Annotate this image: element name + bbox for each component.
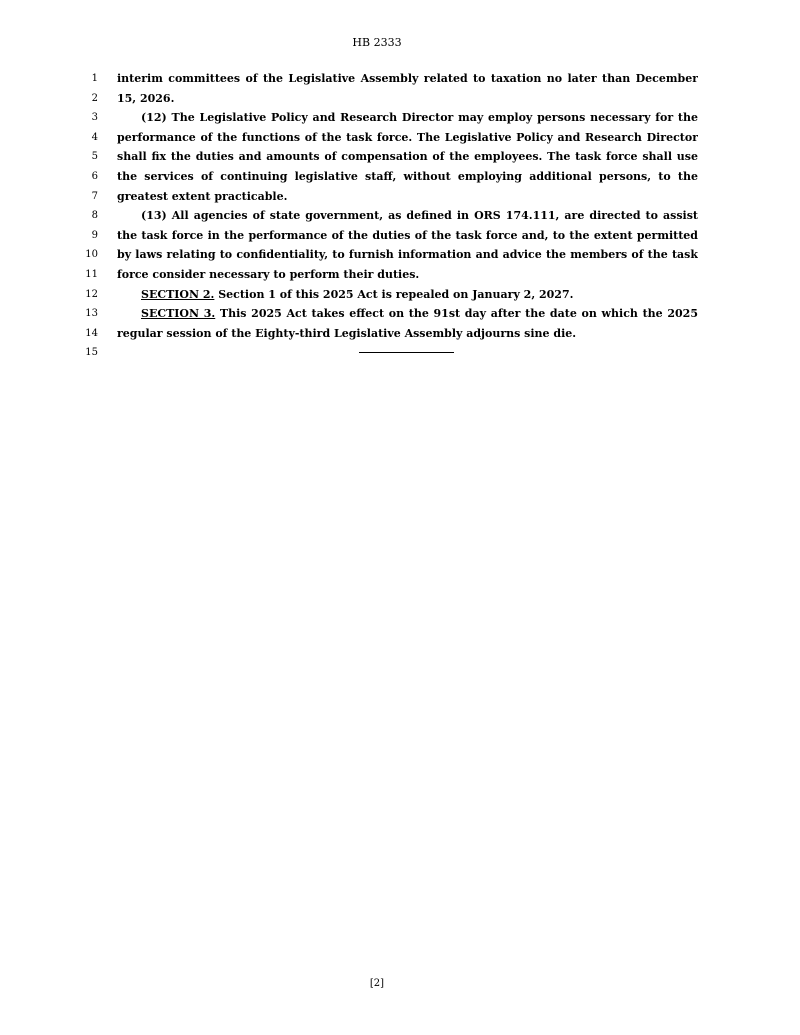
document-line	[0, 245, 800, 265]
section-heading: SECTION 2.	[141, 287, 215, 301]
line-text: shall fix the duties and amounts of compensation of the employees. The task force shall use	[117, 150, 698, 164]
line-text: performance of the functions of the task force. The Legislative Policy and Research Director	[117, 130, 698, 144]
document-line	[0, 324, 800, 344]
page-header-bill-id: HB 2333	[352, 36, 402, 49]
end-of-bill-rule	[359, 352, 454, 353]
line-number: 5	[91, 151, 98, 163]
line-text: greatest extent practicable.	[117, 189, 288, 203]
line-text: (12) The Legislative Policy and Research Director may employ persons necessary for the	[141, 111, 698, 125]
line-number: 15	[85, 347, 98, 359]
line-text	[141, 304, 698, 324]
document-line	[0, 89, 800, 109]
document-line	[0, 265, 800, 285]
line-text: the task force in the performance of the duties of the task force and, to the extent permitted	[117, 228, 698, 242]
line-number: 6	[91, 170, 98, 182]
section-text: Section 1 of this 2025 Act is repealed on January 2, 2027.	[214, 287, 574, 301]
line-number: 3	[91, 112, 98, 124]
line-text: (13) All agencies of state government, as defined in ORS 174.111, are directed to assist	[141, 209, 698, 223]
line-number: 13	[85, 308, 98, 320]
line-number: 14	[85, 327, 98, 339]
line-number: 12	[85, 288, 98, 300]
document-body	[0, 69, 800, 363]
line-text: force consider necessary to perform their duties.	[117, 267, 420, 281]
document-line	[0, 206, 800, 226]
document-line	[0, 343, 800, 363]
section-text: This 2025 Act takes effect on the 91st day after the date on which the 2025	[215, 307, 698, 321]
line-number: 11	[85, 268, 98, 280]
document-line	[0, 69, 800, 89]
document-line	[0, 226, 800, 246]
line-number: 4	[91, 131, 98, 143]
document-line	[0, 147, 800, 167]
line-number: 1	[91, 73, 98, 84]
line-text: regular session of the Eighty-third Legislative Assembly adjourns sine die.	[117, 326, 577, 340]
line-text: interim committees of the Legislative Assembly related to taxation no later than December	[117, 72, 698, 85]
line-number: 2	[91, 92, 98, 104]
line-text: the services of continuing legislative staff, without employing additional persons, to the	[117, 169, 698, 183]
document-line	[0, 128, 800, 148]
document-line	[0, 108, 800, 128]
document-line	[0, 187, 800, 207]
document-line	[0, 167, 800, 187]
line-text	[141, 285, 698, 305]
line-text: 15, 2026.	[117, 91, 175, 105]
document-line	[0, 304, 800, 324]
line-number: 8	[91, 210, 98, 222]
section-heading: SECTION 3.	[141, 307, 216, 321]
line-number: 10	[85, 249, 98, 261]
line-number: 7	[91, 190, 98, 202]
page-number: [2]	[369, 978, 385, 989]
line-number: 9	[91, 229, 98, 241]
document-line	[0, 285, 800, 305]
line-text: by laws relating to confidentiality, to furnish information and advice the members of the task	[117, 248, 698, 262]
